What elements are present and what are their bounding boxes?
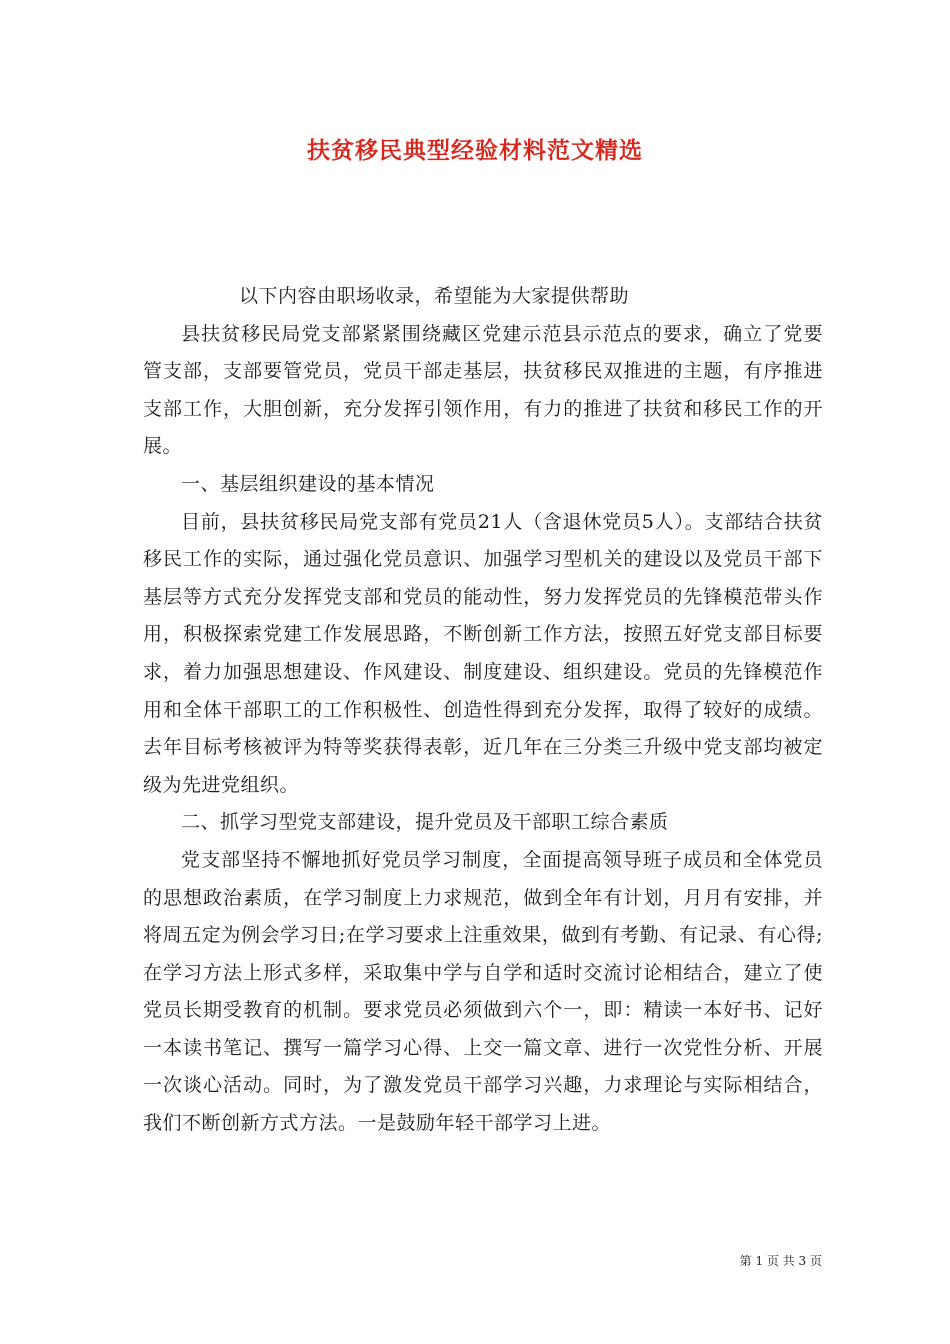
body-paragraph: 县扶贫移民局党支部紧紧围绕藏区党建示范县示范点的要求，确立了党要管支部，支部要管党员，党员干部走基层，扶贫移民双推进的主题，有序推进支部工作，大胆创新，充分发挥引领作用，有力的推进了扶贫和移民工作的开展。 [143, 322, 823, 458]
body-paragraph: 党支部坚持不懈地抓好党员学习制度，全面提高领导班子成员和全体党员的思想政治素质，在学习制度上力求规范，做到全年有计划，月月有安排，并将周五定为例会学习日;在学习要求上注重效果，做到有考勤、有记录、有心得;在学习方法上形式多样，采取集中学与自学和适时交流讨论相结合，建立了使党员长期受教育的机制。要求党员必须做到六个一，即：精读一本好书、记好一本读书笔记、撰写一篇学习心得、上交一篇文章、进行一次党性分析、开展一次谈心活动。同时，为了激发党员干部学习兴趣，力求理论与实际相结合，我们不断创新方式方法。一是鼓励年轻干部学习上进。 [143, 848, 823, 1135]
section-heading: 一、基层组织建设的基本情况 [181, 472, 435, 495]
section-heading: 二、抓学习型党支部建设，提升党员及干部职工综合素质 [181, 811, 669, 834]
page-number: 第 1 页 共 3 页 [739, 1254, 822, 1268]
body-paragraph: 目前，县扶贫移民局党支部有党员21人（含退休党员5人）。支部结合扶贫移民工作的实际，通过强化党员意识、加强学习型机关的建设以及党员干部下基层等方式充分发挥党支部和党员的能动性，努力发挥党员的先锋模范带头作用，积极探索党建工作发展思路，不断创新工作方法，按照五好党支部目标要求，着力加强思想建设、作风建设、制度建设、组织建设。党员的先锋模范作用和全体干部职工的工作积极性、创造性得到充分发挥，取得了较好的成绩。去年目标考核被评为特等奖获得表彰，近几年在三分类三升级中党支部均被定级为先进党组织。 [143, 510, 823, 796]
intro-paragraph: 以下内容由职场收录，希望能为大家提供帮助 [239, 285, 630, 307]
document-title: 扶贫移民典型经验材料范文精选 [307, 137, 643, 164]
document-body [143, 278, 823, 1143]
